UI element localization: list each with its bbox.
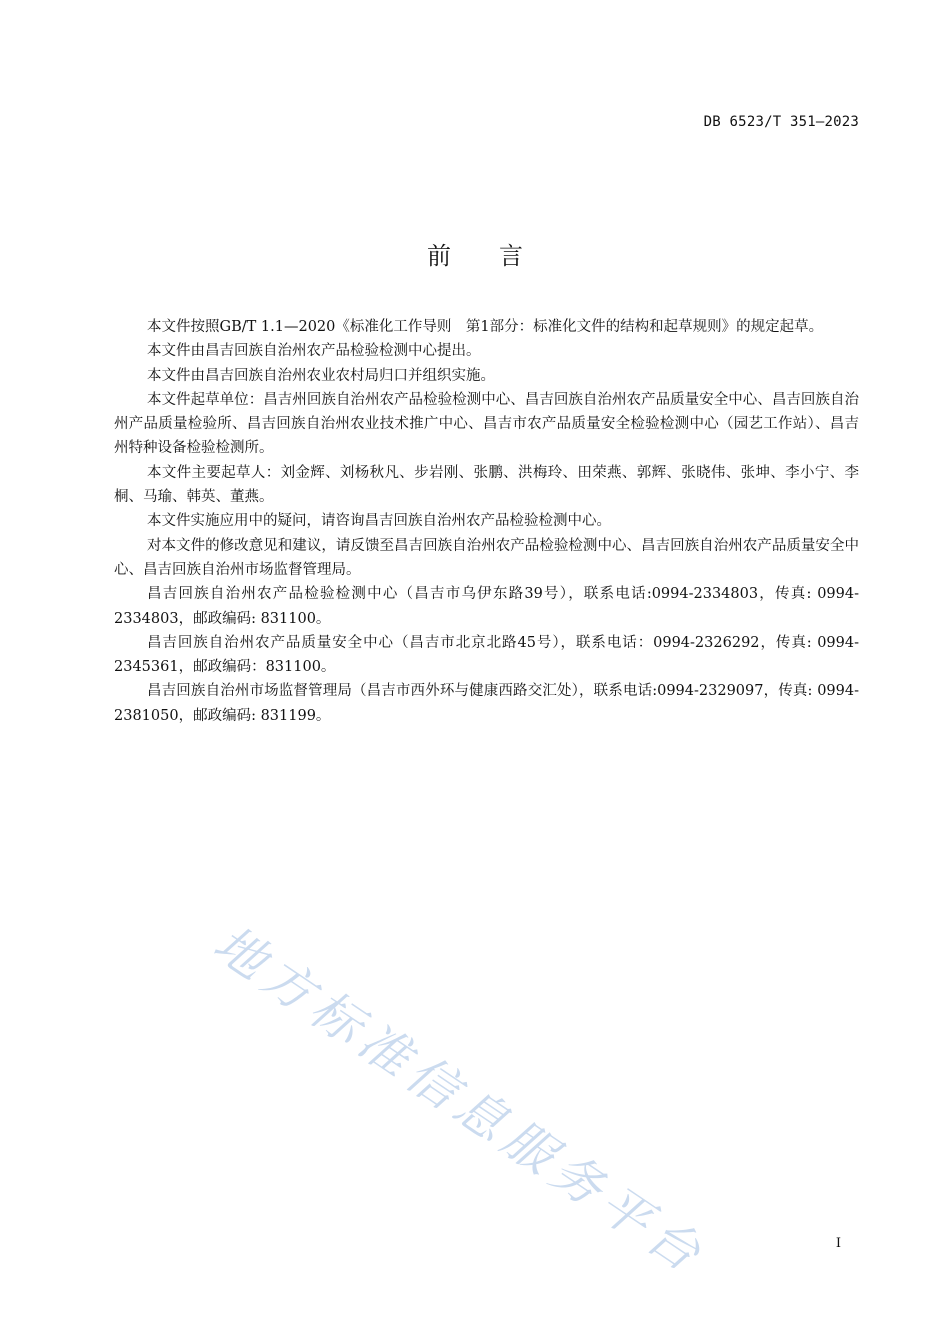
- page-title: 前言: [427, 242, 571, 270]
- paragraph-contact-inspection-center: 昌吉回族自治州农产品检验检测中心（昌吉市乌伊东路39号），联系电话:0994-2334803，传真: 0994-2334803，邮政编码: 831100。: [114, 586, 859, 627]
- paragraph-proposer: 本文件由昌吉回族自治州农产品检验检测中心提出。: [147, 343, 481, 360]
- paragraph-contact-market-bureau: 昌吉回族自治州市场监督管理局（昌吉市西外环与健康西路交汇处），联系电话:0994-2329097，传真: 0994-2381050，邮政编码: 831199。: [114, 683, 859, 724]
- document-code: DB 6523/T 351—2023: [703, 114, 859, 130]
- document-body: [114, 315, 859, 728]
- paragraph-drafting-basis: 本文件按照GB/T 1.1—2020《标准化工作导则 第1部分：标准化文件的结构和起草规则》的规定起草。: [147, 319, 824, 335]
- watermark: 地方标准信息服务平台: [203, 914, 717, 1287]
- paragraph-administrator: 本文件由昌吉回族自治州农业农村局归口并组织实施。: [147, 367, 495, 384]
- page-number: I: [835, 1236, 841, 1251]
- paragraph-inquiry: 本文件实施应用中的疑问，请咨询昌吉回族自治州农产品检验检测中心。: [147, 513, 611, 530]
- paragraph-drafting-units: 本文件起草单位：昌吉州回族自治州农产品检验检测中心、昌吉回族自治州农产品质量安全中心、昌吉回族自治州产品质量检验所、昌吉回族自治州农业技术推广中心、昌吉市农产品质量安全检验检测中心（园艺工作站）、昌吉州特种设备检验检测所。: [114, 391, 859, 457]
- paragraph-contact-quality-center: 昌吉回族自治州农产品质量安全中心（昌吉市北京北路45号），联系电话：0994-2326292，传真: 0994-2345361，邮政编码：831100。: [114, 634, 859, 676]
- paragraph-feedback: 对本文件的修改意见和建议，请反馈至昌吉回族自治州农产品检验检测中心、昌吉回族自治州农产品质量安全中心、昌吉回族自治州市场监督管理局。: [114, 537, 859, 578]
- paragraph-drafters: 本文件主要起草人：刘金辉、刘杨秋凡、步岩刚、张鹏、洪梅玲、田荣燕、郭辉、张晓伟、张坤、李小宁、李桐、马瑜、韩英、董燕。: [114, 464, 859, 506]
